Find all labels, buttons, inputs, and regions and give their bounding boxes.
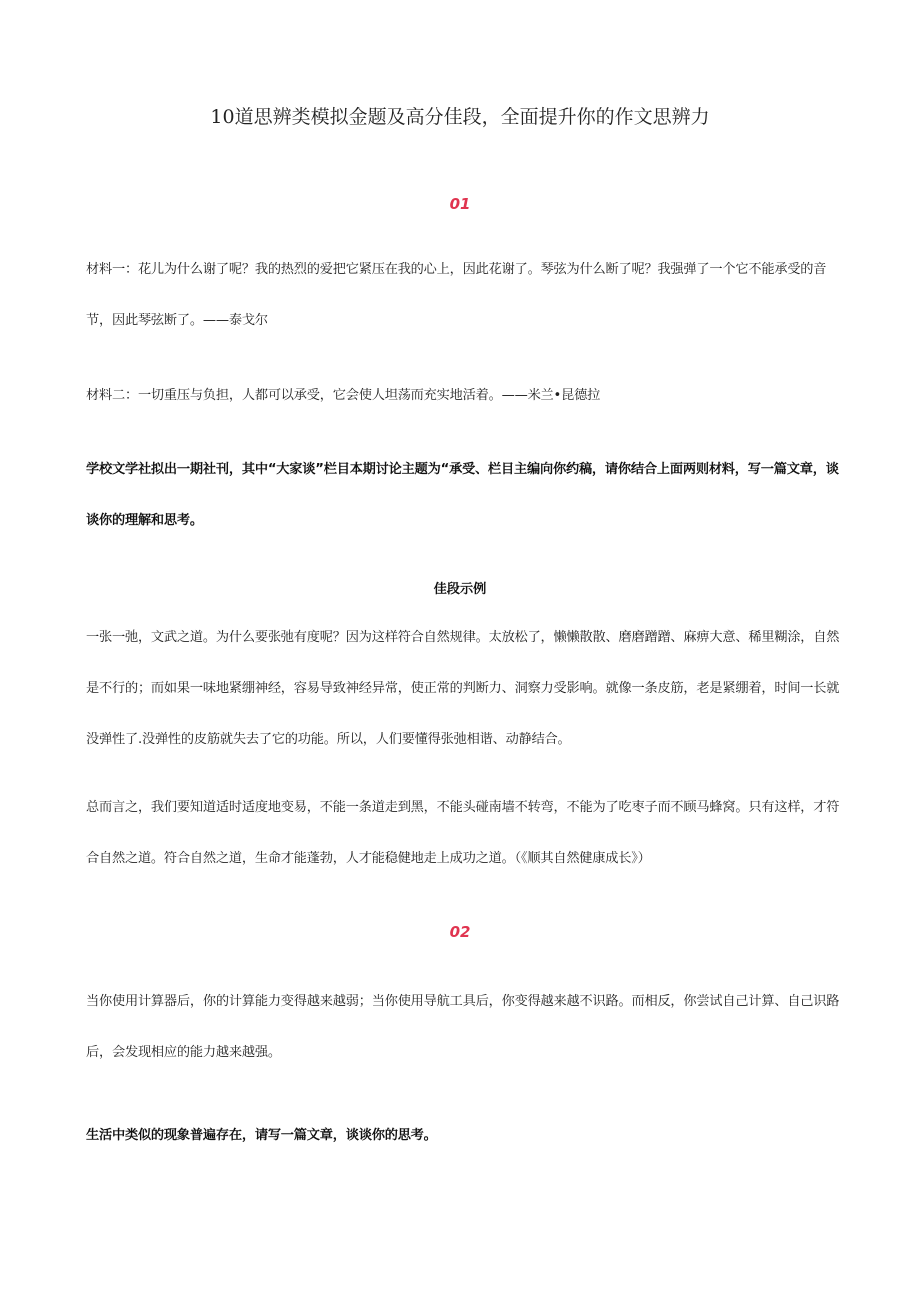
material-02: 当你使用计算器后，你的计算能力变得越来越弱；当你使用导航工具后，你变得越来越不识路。而相反，你尝试自己计算、自己识路后，会发现相应的能力越来越强。 bbox=[86, 994, 840, 1060]
section-number-01: 01 bbox=[449, 195, 471, 213]
writing-prompt-02: 生活中类似的现象普遍存在，请写一篇文章，谈谈你的思考。 bbox=[86, 1128, 437, 1143]
writing-prompt-01: 学校文学社拟出一期社刊，其中“大家谈”栏目本期讨论主题为“承受、栏目主编向你约稿，请你结合上面两则材料，写一篇文章，谈谈你的理解和思考。 bbox=[86, 462, 839, 528]
example-heading: 佳段示例 bbox=[433, 582, 487, 597]
material-one: 材料一：花儿为什么谢了呢？我的热烈的爱把它紧压在我的心上，因此花谢了。琴弦为什么断了呢？我强弹了一个它不能承受的音节，因此琴弦断了。——泰戈尔 bbox=[86, 262, 827, 328]
section-number-02: 02 bbox=[449, 923, 471, 941]
document-title: 10道思辨类模拟金题及高分佳段，全面提升你的作文思辨力 bbox=[210, 106, 710, 128]
example-paragraph-2: 总而言之，我们要知道适时适度地变易，不能一条道走到黑，不能头碰南墙不转弯，不能为了吃枣子而不顾马蜂窝。只有这样，才符合自然之道。符合自然之道，生命才能蓬勃，人才能稳健地走上成功之道。（《顺其自然健康成长》） bbox=[86, 800, 840, 866]
material-two: 材料二：一切重压与负担，人都可以承受，它会使人坦荡而充实地活着。——米兰•昆德拉 bbox=[86, 388, 601, 403]
example-paragraph-1: 一张一弛，文武之道。为什么要张弛有度呢？因为这样符合自然规律。太放松了，懒懒散散、磨磨蹭蹭、麻痹大意、稀里糊涂，自然是不行的；而如果一味地紧绷神经，容易导致神经异常，使正常的判断力、洞察力受影响。就像一条皮筋，老是紧绷着，时间一长就没弹性了.没弹性的皮筋就失去了它的功能。所以，人们要懂得张弛相谐、动静结合。 bbox=[86, 630, 840, 747]
